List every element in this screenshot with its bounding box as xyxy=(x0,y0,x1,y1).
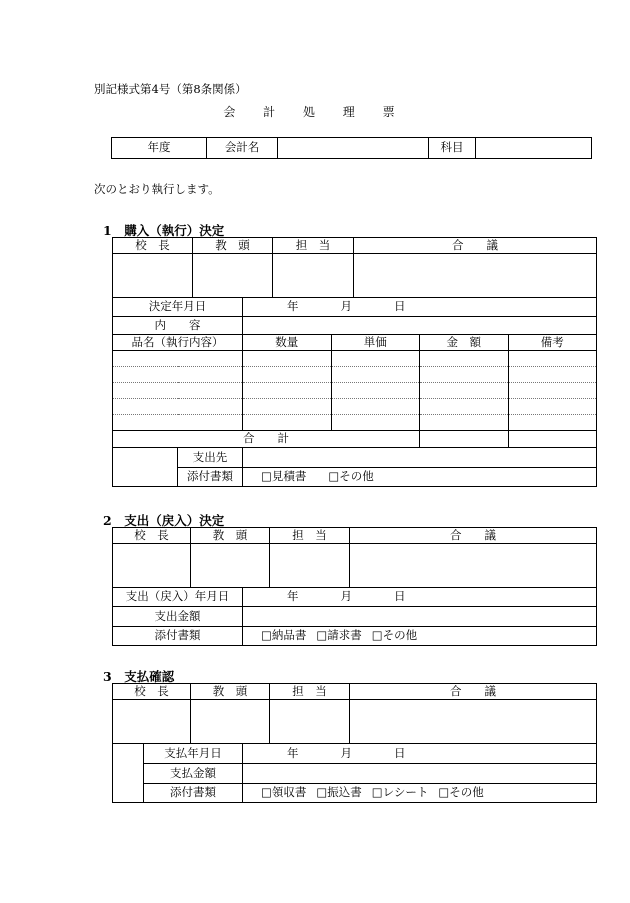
unit-price-cell[interactable] xyxy=(331,367,420,383)
principal-label: 校 長 xyxy=(113,238,193,254)
attachments-label: 添付書類 xyxy=(113,627,243,646)
item-name-cell[interactable] xyxy=(113,399,243,415)
quantity-cell[interactable] xyxy=(243,415,332,431)
year-label: 年度 xyxy=(112,138,207,159)
quantity-header: 数量 xyxy=(243,335,332,351)
form-id: 別記様式第4号（第8条関係） xyxy=(94,82,247,96)
vice-principal-label: 教 頭 xyxy=(193,238,273,254)
page-title: 会 計 処 理 票 xyxy=(223,105,407,119)
section1-heading: 1 購入（執行）決定 xyxy=(103,223,225,238)
council-stamp-box[interactable] xyxy=(354,254,597,298)
remarks-cell[interactable] xyxy=(508,351,597,367)
subject-field[interactable] xyxy=(476,138,592,159)
expense-date-field[interactable]: 年 月 日 xyxy=(243,588,597,607)
principal-label: 校 長 xyxy=(113,684,191,700)
section2-detail-table xyxy=(112,587,597,646)
vice-principal-stamp-box[interactable] xyxy=(191,700,270,744)
item-row xyxy=(113,415,597,431)
subject-label: 科目 xyxy=(429,138,476,159)
principal-label: 校 長 xyxy=(113,528,191,544)
remarks-cell[interactable] xyxy=(508,367,597,383)
unit-price-cell[interactable] xyxy=(331,415,420,431)
charge-stamp-box[interactable] xyxy=(270,544,350,588)
council-stamp-box[interactable] xyxy=(350,544,597,588)
checkbox-transfer-slip[interactable]: □振込書 xyxy=(316,785,362,800)
unit-price-header: 単価 xyxy=(331,335,420,351)
payment-amount-field[interactable] xyxy=(243,764,597,784)
unit-price-cell[interactable] xyxy=(331,351,420,367)
unit-price-cell[interactable] xyxy=(331,399,420,415)
charge-label: 担 当 xyxy=(270,528,350,544)
section3-heading: 3 支払確認 xyxy=(103,669,175,684)
account-info-table xyxy=(111,137,592,159)
content-label: 内 容 xyxy=(113,317,243,335)
total-label: 合 計 xyxy=(113,431,420,448)
item-name-cell[interactable] xyxy=(113,367,243,383)
section1-detail-table xyxy=(112,297,597,487)
checkbox-other[interactable]: □その他 xyxy=(371,628,418,643)
decision-date-field[interactable]: 年 月 日 xyxy=(243,298,597,317)
amount-cell[interactable] xyxy=(420,367,509,383)
quantity-cell[interactable] xyxy=(243,383,332,399)
content-field[interactable] xyxy=(243,317,597,335)
checkbox-delivery-note[interactable]: □納品書 xyxy=(261,628,307,643)
council-stamp-box[interactable] xyxy=(350,700,597,744)
payment-date-field[interactable]: 年 月 日 xyxy=(243,744,597,764)
item-row xyxy=(113,351,597,367)
charge-stamp-box[interactable] xyxy=(270,700,350,744)
council-label: 合 議 xyxy=(350,684,597,700)
amount-cell[interactable] xyxy=(420,351,509,367)
account-field[interactable] xyxy=(278,138,429,159)
item-name-cell[interactable] xyxy=(113,383,243,399)
council-label: 合 議 xyxy=(354,238,597,254)
total-remarks-cell[interactable] xyxy=(508,431,597,448)
item-row xyxy=(113,383,597,399)
section2-approval-table xyxy=(112,527,597,588)
quantity-cell[interactable] xyxy=(243,367,332,383)
quantity-cell[interactable] xyxy=(243,351,332,367)
amount-cell[interactable] xyxy=(420,399,509,415)
charge-label: 担 当 xyxy=(270,684,350,700)
amount-cell[interactable] xyxy=(420,383,509,399)
account-label: 会計名 xyxy=(207,138,278,159)
section3-approval-table xyxy=(112,683,597,744)
item-row xyxy=(113,399,597,415)
expense-amount-field[interactable] xyxy=(243,607,597,627)
checkbox-receipt[interactable]: □領収書 xyxy=(261,785,307,800)
attachments-label: 添付書類 xyxy=(144,784,243,803)
payment-date-label: 支払年月日 xyxy=(144,744,243,764)
remarks-header: 備考 xyxy=(508,335,597,351)
principal-stamp-box[interactable] xyxy=(113,700,191,744)
amount-cell[interactable] xyxy=(420,415,509,431)
expense-amount-label: 支出金額 xyxy=(113,607,243,627)
quantity-cell[interactable] xyxy=(243,399,332,415)
intro-text: 次のとおり執行します。 xyxy=(94,182,220,196)
checkbox-other[interactable]: □その他 xyxy=(328,469,374,484)
attachments-field xyxy=(243,468,597,487)
vice-principal-stamp-box[interactable] xyxy=(191,544,270,588)
total-amount-cell[interactable] xyxy=(420,431,509,448)
remarks-cell[interactable] xyxy=(508,399,597,415)
expense-date-label: 支出（戻入）年月日 xyxy=(113,588,243,607)
item-name-header: 品名（執行内容） xyxy=(113,335,243,351)
attachments-field xyxy=(243,784,597,803)
payee-label: 支出先 xyxy=(178,448,243,468)
charge-stamp-box[interactable] xyxy=(273,254,354,298)
remarks-cell[interactable] xyxy=(508,383,597,399)
item-name-cell[interactable] xyxy=(113,415,243,431)
item-row xyxy=(113,367,597,383)
checkbox-register-receipt[interactable]: □レシート xyxy=(371,785,429,800)
section1-approval-table xyxy=(112,237,597,298)
attachments-label: 添付書類 xyxy=(178,468,243,487)
principal-stamp-box[interactable] xyxy=(113,544,191,588)
vice-principal-label: 教 頭 xyxy=(191,684,270,700)
council-label: 合 議 xyxy=(350,528,597,544)
amount-header: 金 額 xyxy=(420,335,509,351)
item-name-cell[interactable] xyxy=(113,351,243,367)
charge-label: 担 当 xyxy=(273,238,354,254)
principal-stamp-box[interactable] xyxy=(113,254,193,298)
section3-detail-table xyxy=(112,743,597,803)
section2-heading: 2 支出（戻入）決定 xyxy=(103,513,225,528)
remarks-cell[interactable] xyxy=(508,415,597,431)
checkbox-estimate[interactable]: □見積書 xyxy=(261,469,307,484)
vice-principal-label: 教 頭 xyxy=(191,528,270,544)
vice-principal-stamp-box[interactable] xyxy=(193,254,273,298)
payee-field[interactable] xyxy=(243,448,597,468)
checkbox-other[interactable]: □その他 xyxy=(438,785,484,800)
unit-price-cell[interactable] xyxy=(331,383,420,399)
payment-amount-label: 支払金額 xyxy=(144,764,243,784)
decision-date-label: 決定年月日 xyxy=(113,298,243,317)
checkbox-invoice[interactable]: □請求書 xyxy=(316,628,362,643)
attachments-field xyxy=(243,627,597,646)
